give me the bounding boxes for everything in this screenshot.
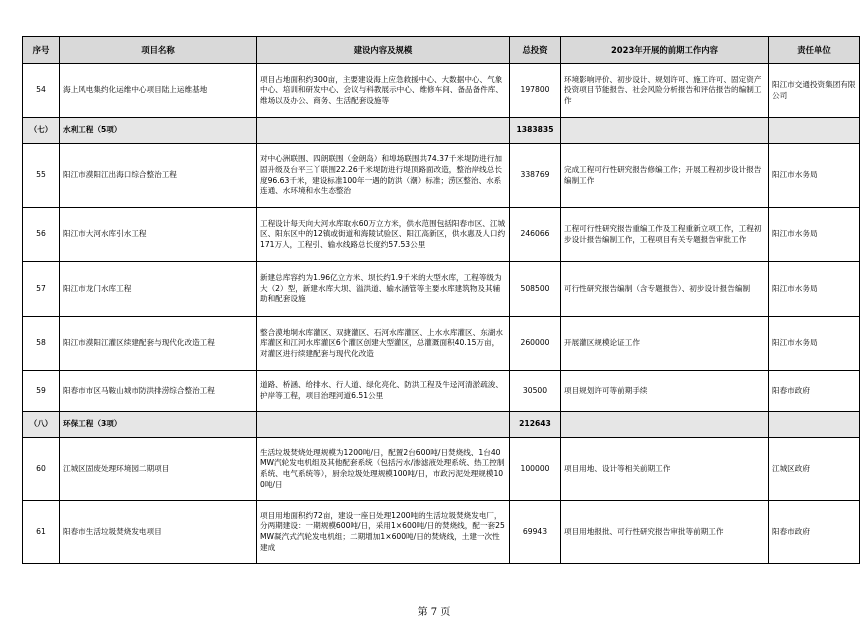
row-content: 新建总库容约为1.96亿立方米、坝长约1.9千米的大型水库，工程等级为大（2）型，新建水库大坝、溢洪道、输水涵管等主要水库建筑物及其辅助和配套设施: [257, 262, 510, 317]
row-no: 59: [23, 371, 60, 412]
row-invest: 69943: [510, 501, 561, 564]
header-work: 2023年开展的前期工作内容: [561, 37, 769, 64]
row-invest: 260000: [510, 317, 561, 371]
row-work: 开展灌区规模论证工作: [561, 317, 769, 371]
row-content: 对中心洲联围、四朗联围（金朗岛）和埠场联围共74.37千米堤防进行加固升级及台平三丫联围22.26千米堤防进行堤顶路面改造，整治岸线总长度96.63千米，建设标准100年一遇的防洪（潮）标准；涝区整治、水系连通、水环境和水生态整治: [257, 144, 510, 208]
header-invest: 总投资: [510, 37, 561, 64]
row-unit: 阳江市水务局: [769, 144, 860, 208]
row-content: 道路、桥涵、给排水、行人道、绿化亮化、防洪工程及牛迳河清淤疏浚、护岸等工程，项目治理河道6.51公里: [257, 371, 510, 412]
row-content: 整合漠地垌水库灌区、双捷灌区、石河水库灌区、上水水库灌区、东湖水库灌区和江河水库灌区6个灌区创建大型灌区，总灌溉面积40.15万亩，对灌区进行续建配套与现代化改造: [257, 317, 510, 371]
row-no: 58: [23, 317, 60, 371]
row-no: 54: [23, 64, 60, 118]
table-row: [23, 371, 860, 412]
row-invest: 100000: [510, 438, 561, 501]
row-work: 项目用地报批、可行性研究报告审批等前期工作: [561, 501, 769, 564]
section-label: （八）: [23, 412, 60, 438]
section-title: 环保工程（3项）: [60, 412, 257, 438]
row-name: 阳江市漠阳江灌区续建配套与现代化改造工程: [60, 317, 257, 371]
row-work: 项目规划许可等前期手续: [561, 371, 769, 412]
row-invest: 338769: [510, 144, 561, 208]
section-title: 水利工程（5项）: [60, 118, 257, 144]
header-no: 序号: [23, 37, 60, 64]
row-work: 可行性研究报告编制（含专题报告）、初步设计报告编制: [561, 262, 769, 317]
table-row: [23, 144, 860, 208]
section-empty: [561, 412, 769, 438]
row-unit: 阳春市政府: [769, 501, 860, 564]
section-row: [23, 412, 860, 438]
row-work: 工程可行性研究报告重编工作及工程重新立项工作，工程初步设计报告编制工作，工程项目有关专题报告审批工作: [561, 208, 769, 262]
row-unit: 江城区政府: [769, 438, 860, 501]
table-row: [23, 317, 860, 371]
row-invest: 197800: [510, 64, 561, 118]
row-unit: 阳江市交通投资集团有限公司: [769, 64, 860, 118]
project-table: [22, 36, 860, 564]
header-content: 建设内容及规模: [257, 37, 510, 64]
row-no: 56: [23, 208, 60, 262]
row-name: 江城区固废处理环境园二期项目: [60, 438, 257, 501]
row-unit: 阳春市政府: [769, 371, 860, 412]
section-empty: [257, 118, 510, 144]
row-invest: 30500: [510, 371, 561, 412]
row-content: 生活垃圾焚烧处理规模为1200吨/日，配置2台600吨/日焚烧线、1台40MW汽轮发电机组及其他配套系统（包括污水/渗滤液处理系统、热工控制系统、电气系统等），厨余垃圾处理规模100吨/日，市政污泥处理规模100吨/日: [257, 438, 510, 501]
row-no: 57: [23, 262, 60, 317]
section-row: [23, 118, 860, 144]
row-no: 60: [23, 438, 60, 501]
row-invest: 508500: [510, 262, 561, 317]
row-no: 61: [23, 501, 60, 564]
row-name: 阳春市市区马鞍山城市防洪排涝综合整治工程: [60, 371, 257, 412]
row-content: 项目占地面积约300亩，主要建设海上应急救援中心、大数据中心、气象中心、培训和研发中心、会议与科教展示中心、维修车间、备品备件库、维场以及办公、商务、生活配套设施等: [257, 64, 510, 118]
table-row: [23, 64, 860, 118]
row-invest: 246066: [510, 208, 561, 262]
table-row: [23, 501, 860, 564]
row-unit: 阳江市水务局: [769, 208, 860, 262]
section-label: （七）: [23, 118, 60, 144]
section-invest: 1383835: [510, 118, 561, 144]
row-unit: 阳江市水务局: [769, 317, 860, 371]
row-work: 环境影响评价、初步设计、规划许可、施工许可、固定资产投资项目节能报告、社会风险分析报告和评估报告的编制工作: [561, 64, 769, 118]
row-unit: 阳江市水务局: [769, 262, 860, 317]
table-row: [23, 208, 860, 262]
header-row: [23, 37, 860, 64]
row-name: 阳江市龙门水库工程: [60, 262, 257, 317]
table-row: [23, 438, 860, 501]
page-number: 第 7 页: [417, 607, 451, 618]
table-row: [23, 262, 860, 317]
row-content: 项目用地面积约72亩，建设一座日处理1200吨的生活垃圾焚烧发电厂，分两期建设：一期规模600吨/日，采用1×600吨/日的焚烧线，配一套25MW凝汽式汽轮发电机组；二期增加1×600吨/日的焚烧线，土建一次性建成: [257, 501, 510, 564]
row-name: 阳春市生活垃圾焚烧发电项目: [60, 501, 257, 564]
header-name: 项目名称: [60, 37, 257, 64]
row-name: 阳江市大河水库引水工程: [60, 208, 257, 262]
row-name: 阳江市漠阳江出海口综合整治工程: [60, 144, 257, 208]
section-empty: [561, 118, 769, 144]
row-name: 海上风电集约化运维中心项目陆上运维基地: [60, 64, 257, 118]
section-empty: [257, 412, 510, 438]
header-unit: 责任单位: [769, 37, 860, 64]
row-work: 完成工程可行性研究报告修编工作；开展工程初步设计报告编制工作: [561, 144, 769, 208]
row-no: 55: [23, 144, 60, 208]
section-empty: [769, 412, 860, 438]
row-content: 工程设计每天向大河水库取水60万立方米，供水范围包括阳春市区、江城区、阳东区中的12镇或街道和海陵试验区、阳江高新区，供水惠及人口约171万人，工程引、输水线路总长度约57.53公里: [257, 208, 510, 262]
row-work: 项目用地、设计等相关前期工作: [561, 438, 769, 501]
section-empty: [769, 118, 860, 144]
section-invest: 212643: [510, 412, 561, 438]
